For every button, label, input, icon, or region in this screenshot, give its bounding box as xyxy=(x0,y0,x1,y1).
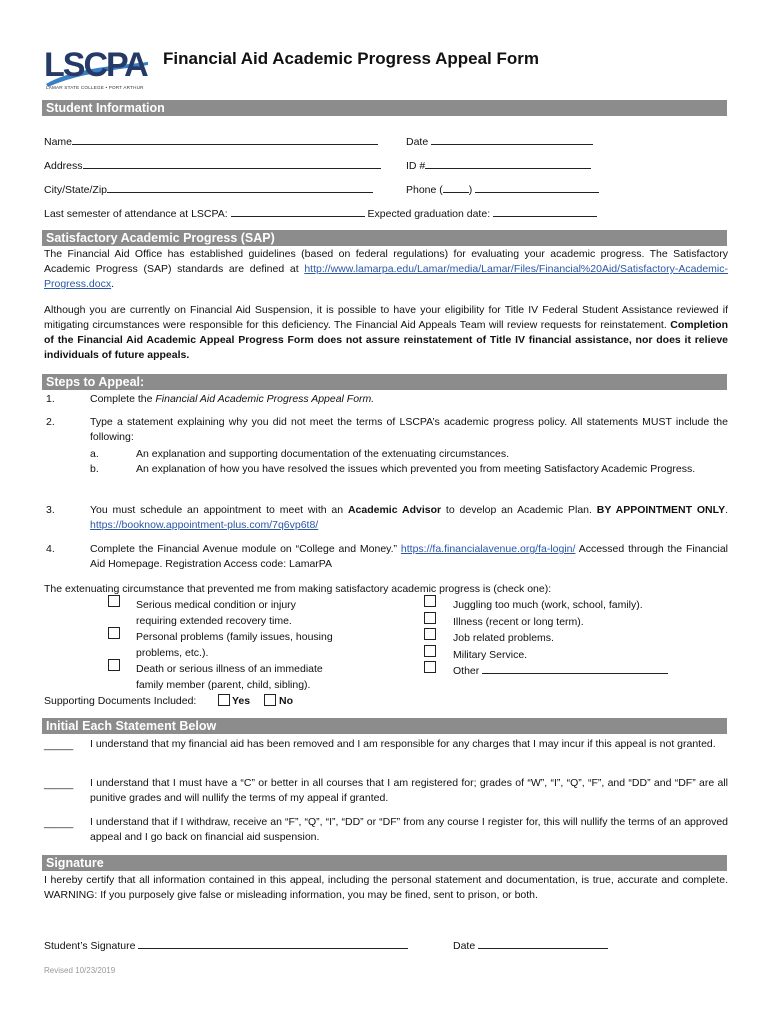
phone-close-paren: ) xyxy=(468,184,473,196)
option-death-l1: Death or serious illness of an immediate xyxy=(136,663,323,675)
initial-2-blank[interactable]: _____ xyxy=(44,778,74,790)
sap-p2-bold: Completion of the Financial Aid Academic Appeal Progress Form does not assure reinstatement of Title IV financial assistance, nor does it relieve individuals of future appeals. xyxy=(44,319,728,361)
step-4 xyxy=(90,542,728,572)
address-field[interactable] xyxy=(44,158,381,173)
step-3-text-a: You must schedule an appointment to meet with an xyxy=(90,504,348,516)
name-blank[interactable] xyxy=(72,134,378,145)
name-field[interactable] xyxy=(44,134,378,149)
sap-p1-end: . xyxy=(111,278,115,290)
date-label: Date xyxy=(406,136,429,148)
student-signature-label: Student’s Signature xyxy=(44,940,136,952)
option-medical-l1: Serious medical condition or injury xyxy=(136,599,296,611)
form-title: Financial Aid Academic Progress Appeal Form xyxy=(163,49,539,68)
checkbox-no[interactable] xyxy=(264,694,276,706)
checkbox-medical[interactable] xyxy=(108,595,120,607)
financial-avenue-link[interactable]: https://fa.financialavenue.org/fa-login/ xyxy=(400,543,576,555)
address-blank[interactable] xyxy=(83,158,381,169)
student-signature-blank[interactable] xyxy=(138,938,408,949)
option-death-l2: family member (parent, child, sibling). xyxy=(136,679,311,691)
checkbox-personal[interactable] xyxy=(108,627,120,639)
step-3-text-e: . xyxy=(725,504,728,516)
checkbox-death-illness[interactable] xyxy=(108,659,120,671)
initial-3-blank[interactable]: _____ xyxy=(44,817,74,829)
sap-paragraph-2 xyxy=(44,303,728,363)
checkbox-other[interactable] xyxy=(424,661,436,673)
section-sap: Satisfactory Academic Progress (SAP) xyxy=(42,230,727,246)
step-3 xyxy=(90,503,728,533)
initial-statement-2: I understand that I must have a “C” or better in all courses that I am registered for; grades of “W”, “I”, “Q”, “F”, and “DD” and “DF” are all punitive grades and will nullify the terms of my appeal if granted. xyxy=(90,777,728,804)
sap-p2-text: Although you are currently on Financial Aid Suspension, it is possible to have your eligibility for Title IV Federal Student Assistance reviewed if mitigating circumstances were responsible for this deficiency. The Financial Aid Appeals Team will review requests for reinstatement. xyxy=(44,304,728,331)
circumstance-intro: The extenuating circumstance that prevented me from making satisfactory academic progress is (check one): xyxy=(44,583,552,595)
id-field[interactable] xyxy=(406,158,591,173)
sap-policy-link[interactable]: http://www.lamarpa.edu/Lamar/media/Lamar/Files/Financial%20Aid/Satisfactory-Academic-Progress.docx xyxy=(44,263,728,290)
option-personal-l2: problems, etc.). xyxy=(136,647,209,659)
initial-1-blank[interactable]: _____ xyxy=(44,739,74,751)
last-semester-blank[interactable] xyxy=(231,206,365,217)
step-3-advisor: Academic Advisor xyxy=(347,504,442,516)
section-steps: Steps to Appeal: xyxy=(42,374,727,390)
option-personal-l1: Personal problems (family issues, housing xyxy=(136,631,333,643)
section-initial: Initial Each Statement Below xyxy=(42,718,727,734)
phone-area-blank[interactable] xyxy=(443,182,469,193)
city-state-zip-blank[interactable] xyxy=(107,182,373,193)
step-3-text-c: to develop an Academic Plan. xyxy=(441,504,597,516)
signature-date-field[interactable] xyxy=(453,938,608,953)
address-label: Address xyxy=(44,160,83,172)
step-2b-label: b. xyxy=(90,463,99,475)
sap-paragraph-1 xyxy=(44,247,728,292)
lscpa-logo xyxy=(44,48,150,92)
city-state-zip-field[interactable] xyxy=(44,182,373,197)
date-field[interactable] xyxy=(406,134,593,149)
other-blank[interactable] xyxy=(482,663,668,674)
appointment-link[interactable]: https://booknow.appointment-plus.com/7q6vp6t8/ xyxy=(90,519,319,531)
signature-date-label: Date xyxy=(453,940,476,952)
id-label: ID # xyxy=(406,160,426,172)
step-2a-label: a. xyxy=(90,448,99,460)
logo-subtext: LAMAR STATE COLLEGE • PORT ARTHUR xyxy=(46,85,144,90)
supporting-documents xyxy=(44,693,196,709)
no-label: No xyxy=(279,695,293,707)
last-semester-label: Last semester of attendance at LSCPA: xyxy=(44,208,228,220)
option-other[interactable] xyxy=(453,663,668,679)
checkbox-job[interactable] xyxy=(424,628,436,640)
name-label: Name xyxy=(44,136,73,148)
step-4-number: 4. xyxy=(46,543,55,555)
id-blank[interactable] xyxy=(425,158,591,169)
signature-date-blank[interactable] xyxy=(478,938,608,949)
step-3-appointment-only: BY APPOINTMENT ONLY xyxy=(596,504,726,516)
yes-label: Yes xyxy=(232,695,251,707)
option-medical-l2: requiring extended recovery time. xyxy=(136,615,292,627)
checkbox-yes[interactable] xyxy=(218,694,230,706)
city-state-zip-label: City/State/Zip xyxy=(44,184,108,196)
phone-field[interactable] xyxy=(406,182,599,197)
step-2a-text: An explanation and supporting documentation of the extenuating circumstances. xyxy=(136,448,509,460)
section-signature: Signature xyxy=(42,855,727,871)
initial-statement-3: I understand that if I withdraw, receive an “F”, “Q”, “I”, “DD” or “DF” from any course I register for, this will nullify the terms of an approved appeal and I go back on financial aid suspension. xyxy=(90,816,728,843)
option-job: Job related problems. xyxy=(453,632,554,644)
step-2b-text: An explanation of how you have resolved the issues which prevented you from meeting Satisfactory Academic Progress. xyxy=(136,463,696,475)
sap-p1-text: The Financial Aid Office has established guidelines (based on federal regulations) for evaluating your academic progress. The Satisfactory Academic Progress (SAP) standards are defined at xyxy=(44,248,728,275)
step-4-text-a: Complete the Financial Avenue module on “College and Money.” xyxy=(90,543,401,555)
step-1-number: 1. xyxy=(46,393,55,405)
option-illness: Illness (recent or long term). xyxy=(453,616,584,628)
step-3-number: 3. xyxy=(46,504,55,516)
graduation-label: Expected graduation date: xyxy=(367,208,491,220)
step-1-text: Complete the xyxy=(90,393,156,405)
step-1 xyxy=(90,392,728,407)
step-1-form-name: Financial Aid Academic Progress Appeal Form. xyxy=(155,393,375,405)
checkbox-illness[interactable] xyxy=(424,612,436,624)
option-military: Military Service. xyxy=(453,649,528,661)
step-2-number: 2. xyxy=(46,416,55,428)
revised-date: Revised 10/23/2019 xyxy=(44,966,116,975)
phone-label: Phone ( xyxy=(406,184,443,196)
step-2: Type a statement explaining why you did not meet the terms of LSCPA’s academic progress policy. All statements MUST include the following: xyxy=(90,416,728,443)
date-blank[interactable] xyxy=(431,134,593,145)
option-juggling: Juggling too much (work, school, family). xyxy=(453,599,643,611)
initial-statement-1: I understand that my financial aid has been removed and I am responsible for any charges that I may incur if this appeal is not granted. xyxy=(90,738,716,750)
certification-text: I hereby certify that all information contained in this appeal, including the personal statement and documentation, is true, accurate and complete. WARNING: If you purposely give false or misleading information, you may be fined, sent to prison, or both. xyxy=(44,874,728,901)
phone-number-blank[interactable] xyxy=(475,182,599,193)
step-4-text-b: Accessed through the Financial Aid Homepage. Registration Access code: LamarPA xyxy=(90,543,728,570)
section-student-information: Student Information xyxy=(42,100,727,116)
checkbox-military[interactable] xyxy=(424,645,436,657)
option-other-label: Other xyxy=(453,665,480,677)
logo-wordmark: LSCPA xyxy=(44,46,147,84)
supporting-label: Supporting Documents Included: xyxy=(44,695,197,707)
last-semester-field[interactable] xyxy=(44,206,597,221)
student-signature-field[interactable] xyxy=(44,938,408,953)
checkbox-juggling[interactable] xyxy=(424,595,436,607)
graduation-blank[interactable] xyxy=(493,206,597,217)
